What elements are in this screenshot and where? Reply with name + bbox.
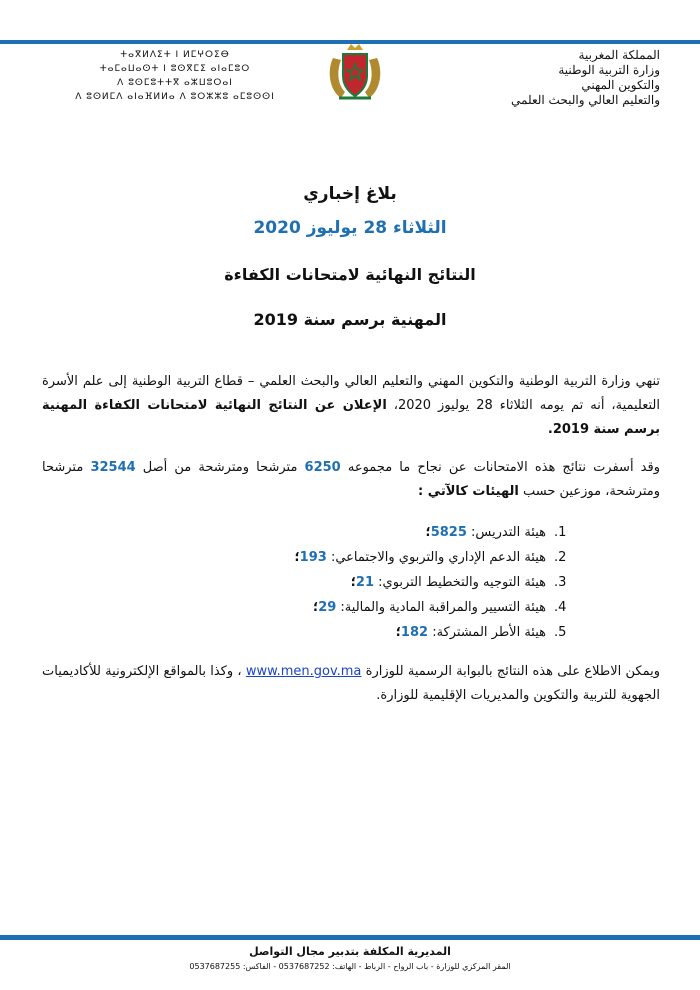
list-punct: ؛ — [350, 575, 356, 590]
list-index: 2. — [554, 550, 567, 565]
results-text-c: مترشحا ومترشحة، موزعين حسب — [42, 460, 660, 499]
intro-paragraph — [42, 370, 660, 442]
tifinagh-line-2: ⵜⴰⵎⴰⵡⴰⵙⵜ ⵏ ⵓⵙⴳⵎⵉ ⴰⵏⴰⵎⵓⵔ — [99, 64, 251, 74]
list-index: 1. — [554, 525, 567, 540]
results-text-a: وقد أسفرت نتائج هذه الامتحانات عن نجاح ما مجموعه — [340, 460, 660, 475]
list-item — [100, 520, 580, 545]
notice-date: الثلاثاء 28 يوليوز 2020 — [253, 218, 447, 238]
footer-address: المقر المركزي للوزارة - باب الرواح - الرباط - الهاتف: 0537687252 - الفاكس: 0537687255 — [189, 962, 511, 971]
list-punct: ؛ — [294, 550, 300, 565]
footer-rule — [0, 935, 700, 940]
header-line-4: والتعليم العالي والبحث العلمي — [511, 93, 660, 107]
results-text-bold: الهيئات كالآتي : — [417, 484, 519, 499]
body-count: 29 — [318, 600, 337, 615]
footer-directorate: المديرية المكلفة بتدبير مجال التواصل — [249, 945, 451, 958]
tifinagh-line-4: ⴷ ⵓⵙⵍⵎⴷ ⴰⵏⴰⴼⵍⵍⴰ ⴷ ⵓⵔⵣⵣⵓ ⴰⵎⵓⵙⵙⵏ — [75, 92, 275, 102]
body-label: هيئة التوجيه والتخطيط التربوي: — [374, 575, 546, 590]
access-text-a: ويمكن الاطلاع على هذه النتائج بالبوابة الرسمية للوزارة — [361, 664, 660, 679]
list-punct: ؛ — [395, 625, 401, 640]
heading-line-1: النتائج النهائية لامتحانات الكفاءة — [224, 265, 476, 284]
ministry-website-link[interactable]: www.men.gov.ma — [245, 664, 362, 679]
list-item — [100, 570, 580, 595]
body-count: 182 — [400, 625, 429, 640]
header-line-1: المملكة المغربية — [578, 48, 660, 62]
body-label: هيئة الأطر المشتركة: — [428, 625, 546, 640]
body-count: 193 — [299, 550, 327, 565]
intro-text: تنهي وزارة التربية الوطنية والتكوين المهني والتعليم العالي والبحث العلمي – قطاع التربية الوطنية إلى علم الأسرة التعليمية، أنه تم يومه الثلاثاء 28 يوليوز 2020، — [42, 374, 661, 413]
bodies-list — [100, 520, 580, 645]
body-count: 5825 — [430, 525, 467, 540]
list-index: 5. — [554, 625, 567, 640]
access-text-b: ، وكذا بالمواقع الإلكترونية للأكاديميات الجهوية للتربية والتكوين والمديريات الإقليمية للوزارة. — [42, 664, 660, 703]
list-item — [100, 620, 580, 645]
heading-line-2: المهنية برسم سنة 2019 — [253, 310, 447, 329]
access-paragraph — [42, 660, 660, 708]
results-text-b: مترشحا ومترشحة من أصل — [135, 460, 305, 475]
intro-announcement: الإعلان عن النتائج النهائية لامتحانات الكفاءة المهنية برسم سنة 2019. — [42, 398, 660, 437]
results-paragraph — [42, 456, 660, 504]
successful-count: 6250 — [304, 460, 341, 475]
header-line-3: والتكوين المهني — [581, 78, 660, 92]
ministry-name-arabic — [430, 48, 660, 108]
ministry-name-tifinagh — [40, 48, 310, 104]
coat-of-arms-icon — [325, 40, 385, 102]
list-item — [100, 595, 580, 620]
notice-title: بلاغ إخباري — [303, 184, 397, 204]
header-line-2: وزارة التربية الوطنية — [558, 63, 660, 77]
list-item — [100, 545, 580, 570]
body-label: هيئة التدريس: — [466, 525, 546, 540]
list-index: 4. — [554, 600, 567, 615]
tifinagh-line-3: ⴷ ⵓⵙⵎⵓⵜⵜⴳ ⴰⵣⵡⵓⵔⴰⵏ — [117, 78, 233, 88]
tifinagh-line-1: ⵜⴰⴳⵍⴷⵉⵜ ⵏ ⵍⵎⵖⵔⵉⴱ — [120, 50, 230, 60]
body-label: هيئة التسيير والمراقبة المادية والمالية: — [336, 600, 546, 615]
list-punct: ؛ — [313, 600, 319, 615]
body-label: هيئة الدعم الإداري والتربوي والاجتماعي: — [326, 550, 546, 565]
list-index: 3. — [554, 575, 567, 590]
total-candidates: 32544 — [90, 460, 136, 475]
list-punct: ؛ — [425, 525, 431, 540]
body-count: 21 — [355, 575, 374, 590]
